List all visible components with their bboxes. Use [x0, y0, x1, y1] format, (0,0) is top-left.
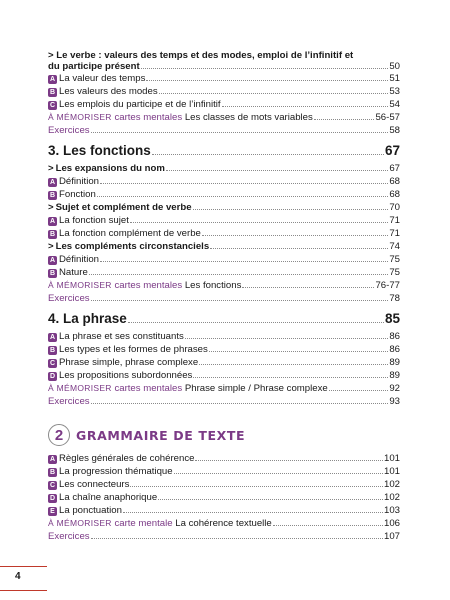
dot-leader	[166, 170, 388, 171]
toc-entry[interactable]	[48, 253, 400, 266]
memo-label: Phrase simple / Phrase complexe	[184, 383, 328, 394]
entry-label: Nature	[59, 267, 88, 278]
toc-memo-entry[interactable]	[48, 382, 400, 395]
badge-b-icon: B	[49, 469, 56, 476]
toc-entry[interactable]	[48, 72, 400, 85]
memo-prefix: À MÉMORISER	[48, 280, 112, 290]
dot-leader	[152, 154, 384, 155]
toc-entry[interactable]	[48, 343, 400, 356]
dot-leader	[273, 525, 383, 526]
page-number: 107	[383, 531, 400, 542]
toc-exercices-entry[interactable]	[48, 395, 400, 408]
dot-leader	[130, 486, 383, 487]
toc-entry[interactable]	[48, 465, 400, 478]
badge-b-icon: B	[49, 231, 56, 238]
exercices-label: Exercices	[48, 293, 90, 304]
page-number: 54	[389, 99, 400, 110]
memo-kind: cartes mentales	[114, 383, 183, 394]
entry-label: La progression thématique	[59, 466, 173, 477]
dot-leader	[146, 80, 388, 81]
entry-label: La valeur des temps	[59, 73, 146, 84]
page-number: 86	[389, 344, 400, 355]
badge-c-icon: C	[49, 482, 56, 489]
dot-leader	[199, 364, 388, 365]
page-number: 58	[389, 125, 400, 136]
page-number: 50	[389, 61, 400, 72]
dot-leader	[91, 300, 389, 301]
dot-leader	[222, 106, 389, 107]
page-number: 53	[389, 86, 400, 97]
entry-label: Définition	[59, 254, 99, 265]
page-number: 102	[383, 479, 400, 490]
toc-memo-entry[interactable]	[48, 517, 400, 530]
badge-a-icon: A	[49, 179, 56, 186]
memo-prefix: À MÉMORISER	[48, 383, 112, 393]
memo-label: Les classes de mots variables	[184, 112, 313, 123]
badge-b-icon: B	[49, 89, 56, 96]
memo-prefix: À MÉMORISER	[48, 518, 112, 528]
group-label: Sujet et complément de verbe	[55, 202, 192, 213]
memo-label: Les fonctions	[184, 280, 242, 291]
badge-a-icon: A	[49, 456, 56, 463]
page-number: 76-77	[375, 280, 400, 291]
dot-leader	[159, 93, 389, 94]
dot-leader	[130, 222, 388, 223]
page-number: 103	[383, 505, 400, 516]
toc-group-heading[interactable]	[48, 201, 400, 214]
toc-exercices-entry[interactable]	[48, 530, 400, 543]
toc-entry[interactable]	[48, 266, 400, 279]
page-number: 101	[383, 466, 400, 477]
dot-leader	[193, 209, 389, 210]
dot-leader	[195, 460, 383, 461]
toc-memo-entry[interactable]	[48, 279, 400, 292]
dot-leader	[314, 119, 375, 120]
toc-entry[interactable]	[48, 369, 400, 382]
memo-kind: cartes mentales	[114, 280, 183, 291]
page-number: 89	[389, 357, 400, 368]
page-number: 75	[389, 254, 400, 265]
entry-label: La fonction sujet	[59, 215, 129, 226]
toc-entry[interactable]	[48, 478, 400, 491]
page-number: 67	[384, 143, 400, 158]
dot-leader	[185, 338, 389, 339]
badge-c-icon: C	[49, 360, 56, 367]
page-number: 93	[389, 396, 400, 407]
page-number: 68	[389, 176, 400, 187]
toc-exercices-entry[interactable]	[48, 124, 400, 137]
page-number: 92	[389, 383, 400, 394]
badge-a-icon: A	[49, 218, 56, 225]
dot-leader	[210, 248, 388, 249]
toc-entry[interactable]	[48, 356, 400, 369]
page-number: 89	[389, 370, 400, 381]
dot-leader	[193, 377, 388, 378]
page-number: 86	[389, 331, 400, 342]
dot-leader	[174, 473, 383, 474]
entry-label: Fonction	[59, 189, 96, 200]
entry-label: Phrase simple, phrase complexe	[59, 357, 199, 368]
entry-label: Les emplois du participe et de l’infinitif	[59, 99, 221, 110]
toc-group-heading[interactable]	[48, 162, 400, 175]
footer-rule-bottom	[0, 590, 47, 591]
page-number: 56-57	[375, 112, 400, 123]
page-number: 106	[383, 518, 400, 529]
memo-kind: cartes mentales	[114, 112, 183, 123]
part-number-badge: 2	[48, 424, 70, 446]
page-number: 70	[389, 202, 400, 213]
page-footer-number: 4	[15, 571, 21, 582]
toc-entry[interactable]	[48, 214, 400, 227]
page-number: 71	[389, 215, 400, 226]
chevron-right-icon: >	[48, 202, 54, 213]
dot-leader	[100, 261, 388, 262]
toc-entry[interactable]	[48, 330, 400, 343]
page-number: 74	[389, 241, 400, 252]
badge-b-icon: B	[49, 270, 56, 277]
page-number: 102	[383, 492, 400, 503]
memo-label: La cohérence textuelle	[175, 518, 272, 529]
entry-label: La phrase et ses constituants	[59, 331, 184, 342]
entry-label: La fonction complément de verbe	[59, 228, 201, 239]
badge-a-icon: A	[49, 334, 56, 341]
chevron-right-icon: >	[48, 163, 54, 174]
toc-memo-entry[interactable]	[48, 111, 400, 124]
page-number: 71	[389, 228, 400, 239]
entry-label: La chaîne anaphorique	[59, 492, 158, 503]
toc-entry[interactable]	[48, 85, 400, 98]
part-2-heading[interactable]	[48, 422, 400, 448]
toc-heading-line2: du participe présent	[48, 61, 140, 72]
group-label: Les compléments circonstanciels	[55, 241, 210, 252]
page-number: 78	[389, 293, 400, 304]
footer-rule-top	[0, 566, 47, 567]
dot-leader	[128, 322, 384, 323]
badge-a-icon: A	[49, 257, 56, 264]
dot-leader	[202, 235, 388, 236]
dot-leader	[329, 390, 389, 391]
badge-b-icon: B	[49, 347, 56, 354]
toc-entry[interactable]	[48, 175, 400, 188]
toc-heading-line1: > Le verbe : valeurs des temps et des modes, emploi de l’infinitif et	[48, 50, 354, 61]
dot-leader	[100, 183, 388, 184]
dot-leader	[91, 403, 389, 404]
entry-label: Les propositions subordonnées	[59, 370, 193, 381]
dot-leader	[89, 274, 389, 275]
entry-label: Les types et les formes de phrases	[59, 344, 208, 355]
dot-leader	[91, 132, 389, 133]
group-label: Les expansions du nom	[55, 163, 165, 174]
exercices-label: Exercices	[48, 531, 90, 542]
entry-label: Règles générales de cohérence	[59, 453, 195, 464]
chapter-4-heading[interactable]	[48, 311, 400, 330]
page-number: 85	[384, 311, 400, 326]
dot-leader	[242, 287, 374, 288]
badge-a-icon: A	[49, 76, 56, 83]
toc-entry[interactable]	[48, 227, 400, 240]
page-number: 75	[389, 267, 400, 278]
chapter-title: 4. La phrase	[48, 311, 127, 326]
toc-exercices-entry[interactable]	[48, 292, 400, 305]
page-number: 67	[389, 163, 400, 174]
exercices-label: Exercices	[48, 125, 90, 136]
toc-entry[interactable]	[48, 452, 400, 465]
entry-label: La ponctuation	[59, 505, 122, 516]
dot-leader	[123, 512, 383, 513]
badge-b-icon: B	[49, 192, 56, 199]
badge-e-icon: E	[48, 507, 57, 516]
part-title: GRAMMAIRE DE TEXTE	[76, 427, 246, 443]
dot-leader	[158, 499, 383, 500]
table-of-contents	[48, 50, 400, 543]
badge-d-icon: D	[49, 373, 56, 380]
entry-label: Définition	[59, 176, 99, 187]
entry-label: Les valeurs des modes	[59, 86, 158, 97]
toc-entry[interactable]	[48, 188, 400, 201]
page-number: 51	[389, 73, 400, 84]
chapter-title: 3. Les fonctions	[48, 143, 151, 158]
dot-leader	[141, 68, 389, 69]
badge-d-icon: D	[49, 495, 56, 502]
memo-prefix: À MÉMORISER	[48, 112, 112, 122]
toc-entry[interactable]	[48, 504, 400, 517]
page-number: 68	[389, 189, 400, 200]
badge-c-icon: C	[49, 102, 56, 109]
dot-leader	[209, 351, 389, 352]
entry-label: Les connecteurs	[59, 479, 130, 490]
toc-heading-verbe[interactable]	[48, 50, 400, 72]
toc-group-heading[interactable]	[48, 240, 400, 253]
toc-entry[interactable]	[48, 491, 400, 504]
memo-kind: carte mentale	[114, 518, 173, 529]
toc-entry[interactable]	[48, 98, 400, 111]
page-number: 101	[383, 453, 400, 464]
dot-leader	[97, 196, 389, 197]
chapter-3-heading[interactable]	[48, 143, 400, 162]
chevron-right-icon: >	[48, 241, 54, 252]
exercices-label: Exercices	[48, 396, 90, 407]
dot-leader	[91, 538, 383, 539]
